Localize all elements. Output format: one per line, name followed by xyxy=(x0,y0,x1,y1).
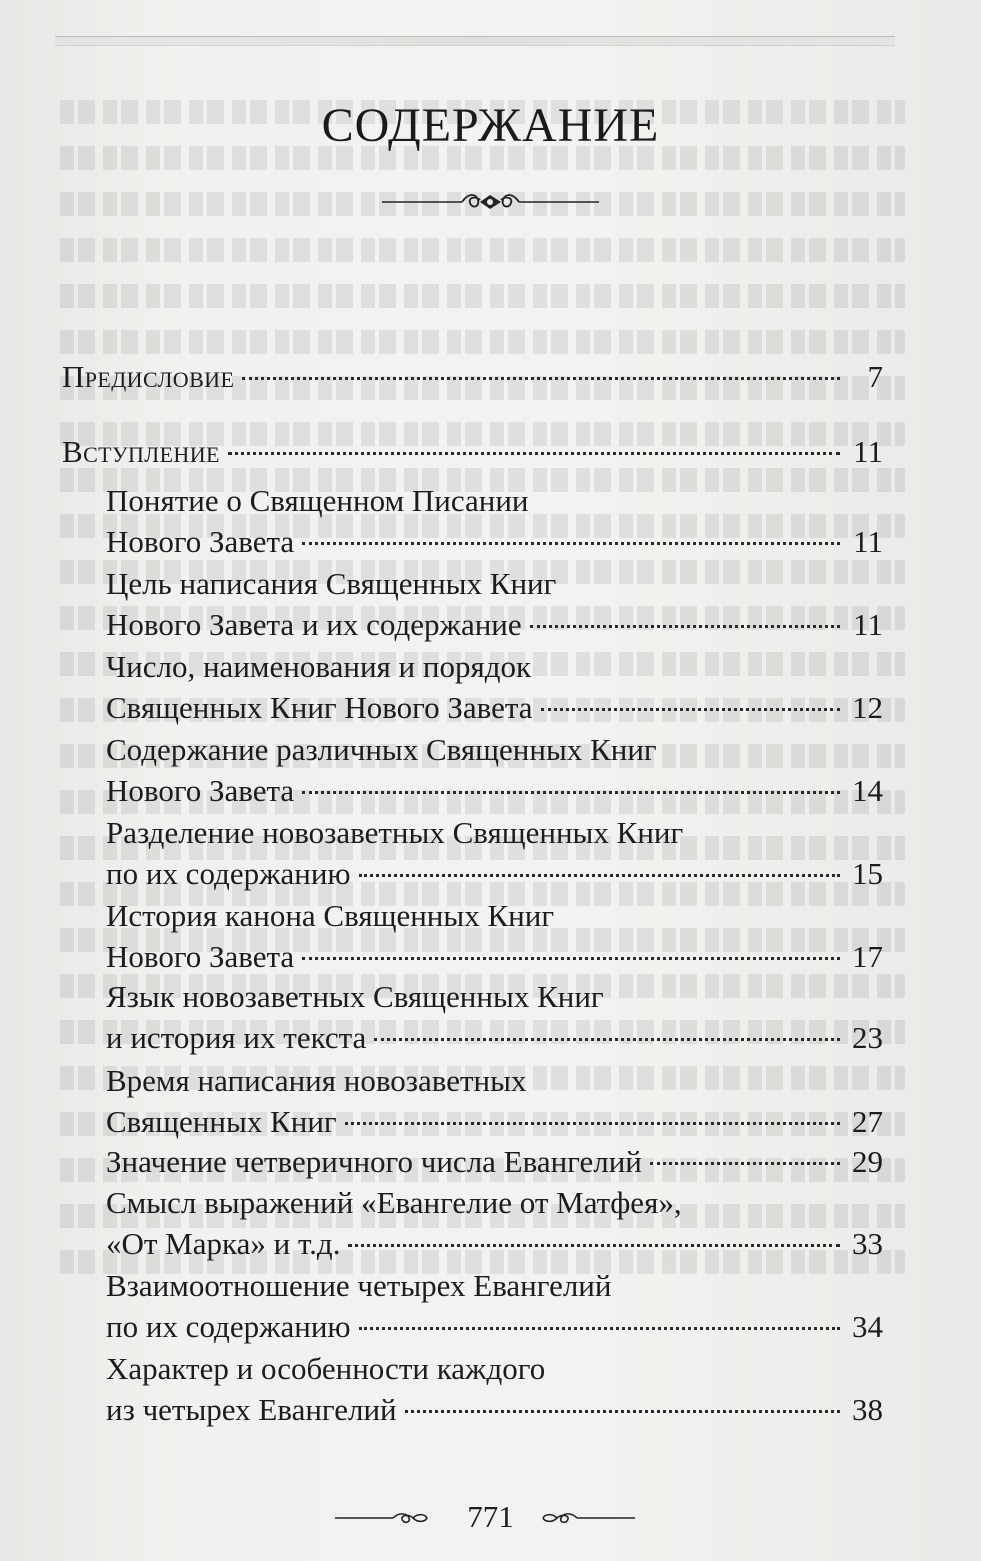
toc-page-number: 38 xyxy=(852,1392,883,1427)
toc-entry[interactable] xyxy=(106,976,883,1058)
toc-entry-title: Вступление xyxy=(62,434,220,469)
dot-leader xyxy=(345,1122,840,1125)
toc-page-number: 17 xyxy=(852,939,883,974)
dot-leader xyxy=(530,625,840,628)
toc-page-number: 34 xyxy=(852,1309,883,1344)
dot-leader xyxy=(650,1162,840,1165)
page-title: СОДЕРЖАНИЕ xyxy=(321,99,660,152)
toc-entry-title-line: Нового Завета xyxy=(106,524,295,559)
toc-entry[interactable] xyxy=(106,895,883,977)
toc-entry-title-line: История канона Священных Книг xyxy=(106,898,555,933)
toc-page-number: 12 xyxy=(852,690,883,725)
toc-entry[interactable] xyxy=(106,1141,883,1182)
dot-leader xyxy=(359,1327,840,1330)
toc-page-number: 27 xyxy=(852,1104,883,1139)
toc-entry-title-line: Нового Завета xyxy=(106,939,295,974)
toc-entry[interactable] xyxy=(106,646,883,728)
toc-entry-title-line: Число, наименования и порядок xyxy=(106,649,532,684)
dot-leader xyxy=(541,708,840,711)
toc-entry-title-line: Священных Книг xyxy=(106,1104,337,1139)
toc-entry-title-line: Смысл выражений «Евангелие от Матфея», xyxy=(106,1185,682,1220)
toc-entry[interactable] xyxy=(106,1348,883,1430)
toc-entry-title-line: Взаимоотношение четырех Евангелий xyxy=(106,1268,612,1303)
toc-page-number: 29 xyxy=(852,1144,883,1179)
dot-leader xyxy=(228,452,840,455)
dot-leader xyxy=(302,791,840,794)
toc-entry-title-line: Характер и особенности каждого xyxy=(106,1351,546,1386)
toc-page-number: 33 xyxy=(852,1226,883,1261)
toc-entry-title-line: Время написания новозаветных xyxy=(106,1063,527,1098)
toc-entry-title-line: Нового Завета и их содержание xyxy=(106,607,522,642)
toc-page-number: 7 xyxy=(867,359,883,394)
toc-entry[interactable] xyxy=(106,480,883,562)
toc-entry-title-line: Цель написания Священных Книг xyxy=(106,566,557,601)
toc-entry-title-line: по их содержанию xyxy=(106,856,351,891)
dot-leader xyxy=(302,542,840,545)
toc-entry-title-line: из четырех Евангелий xyxy=(106,1392,397,1427)
toc-entry-introduction[interactable] xyxy=(62,431,883,472)
toc-entry[interactable] xyxy=(106,1060,883,1142)
toc-entry-title-line: Понятие о Священном Писании xyxy=(106,483,529,518)
toc-entry-title: Предисловие xyxy=(62,359,235,394)
toc-entry-title-line: Язык новозаветных Священных Книг xyxy=(106,979,604,1014)
footer-ornament-right-icon xyxy=(535,1511,635,1525)
dot-leader xyxy=(302,957,840,960)
page-number: 771 xyxy=(467,1499,514,1534)
toc-page-number: 23 xyxy=(852,1020,883,1055)
dot-leader xyxy=(242,377,840,380)
toc-page-number: 11 xyxy=(853,434,883,469)
toc-entry-preface[interactable] xyxy=(62,356,883,397)
toc-entry[interactable] xyxy=(106,563,883,645)
toc-entry-title-line: Разделение новозаветных Священных Книг xyxy=(106,815,684,850)
toc-entry-title-line: и история их текста xyxy=(106,1020,367,1055)
toc-entry-title-line: по их содержанию xyxy=(106,1309,351,1344)
toc-page-number: 14 xyxy=(852,773,883,808)
dot-leader xyxy=(348,1244,840,1247)
dot-leader xyxy=(405,1410,840,1413)
toc-entry-title-line: Содержание различных Священных Книг xyxy=(106,732,657,767)
page-footer xyxy=(0,1497,981,1537)
toc-page-number: 11 xyxy=(853,524,883,559)
toc-page-number: 11 xyxy=(853,607,883,642)
dot-leader xyxy=(359,874,840,877)
toc-entry[interactable] xyxy=(106,729,883,811)
toc-entry-title-line: Значение четверичного числа Евангелий xyxy=(106,1144,642,1179)
toc-page-number: 15 xyxy=(852,856,883,891)
dot-leader xyxy=(374,1038,840,1041)
toc-entry[interactable] xyxy=(106,1265,883,1347)
toc-entry-title-line: «От Марка» и т.д. xyxy=(106,1226,341,1261)
toc-entry-title-line: Нового Завета xyxy=(106,773,295,808)
toc-entry[interactable] xyxy=(106,1182,883,1264)
toc-entry[interactable] xyxy=(106,812,883,894)
toc-entry-title-line: Священных Книг Нового Завета xyxy=(106,690,533,725)
